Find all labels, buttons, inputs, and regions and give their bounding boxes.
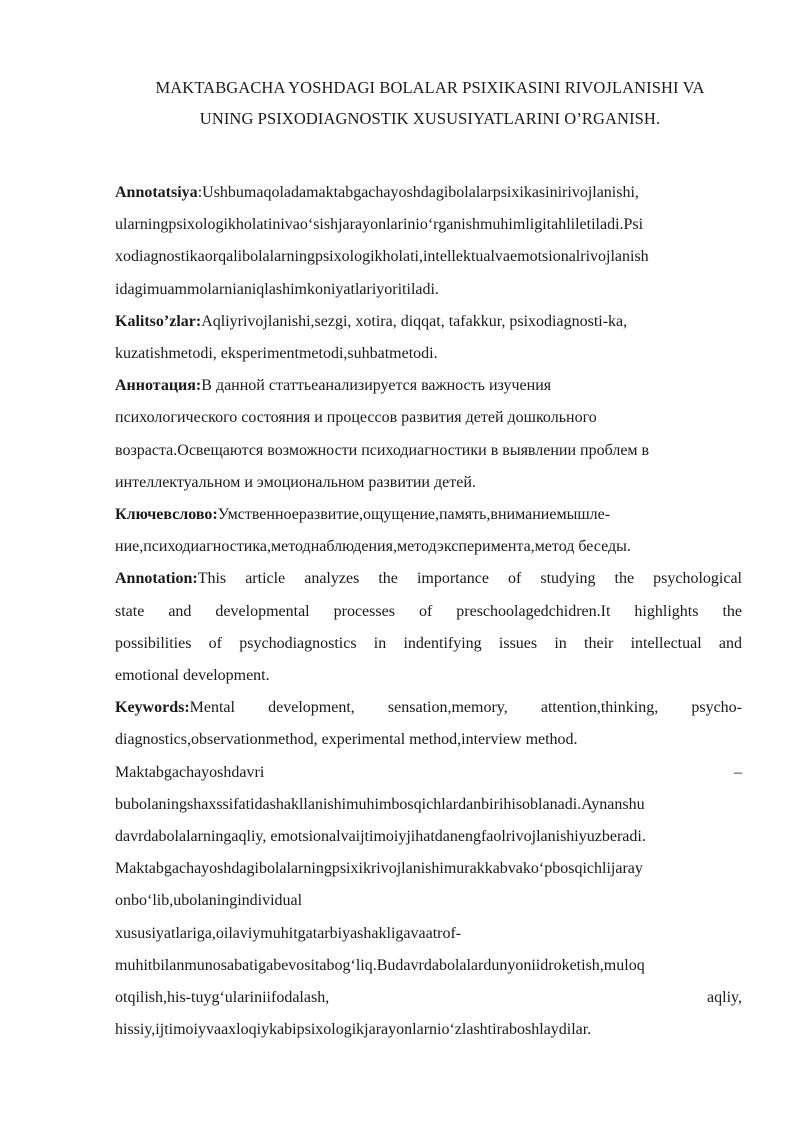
title-line-2: UNING PSIXODIAGNOSTIK XUSUSIYATLARINI O’RGANISH. xyxy=(199,109,661,128)
body-line: davrdabolalarningaqliy, emotsionalvaijtimoiyjihatdanengfaolrivojlanishiyuzberadi. xyxy=(115,828,646,846)
abstract-uz-line: ularningpsixologikholatinivao‘sishjarayonlarinio‘rganishmuhimligitahliletiladi.Psi xyxy=(115,216,644,234)
abstract-en-line: emotional development. xyxy=(115,667,270,685)
keywords-en xyxy=(115,692,742,756)
abstract-en xyxy=(115,563,742,692)
abstract-uz-line: Annotatsiya:Ushbumaqoladamaktabgachayoshdagibolalarpsixikasinirivojlanishi, xyxy=(115,184,639,201)
abstract-ru-line: интеллектуальном и эмоциональном развитии детей. xyxy=(115,473,476,491)
abstract-uz-label: Annotatsiya xyxy=(115,184,198,201)
abstract-uz xyxy=(115,177,742,306)
keywords-en-line: diagnostics,observationmethod, experimental method,interview method. xyxy=(115,731,578,749)
body-line: otqilish,his-tuyg‘ulariniifodalash, aqliy, xyxy=(115,989,742,1007)
abstract-uz-line: xodiagnostikaorqalibolalarningpsixologikholati,intellektualvaemotsionalrivojlanish xyxy=(115,248,649,266)
abstract-ru xyxy=(115,370,742,499)
keywords-uz-line: Kalitso’zlar:Aqliyrivojlanishi,sezgi, xotira, diqqat, tafakkur, psixodiagnosti-ka, xyxy=(115,312,628,330)
body-line: Maktabgachayoshdagibolalarningpsixikrivojlanishimurakkabvako‘pbosqichlijaray xyxy=(115,860,643,878)
keywords-en-label: Keywords: xyxy=(115,699,190,717)
body-line: muhitbilanmunosabatigabevositabog‘liq.Budavrdabolalardunyoniidroketish,muloq xyxy=(115,956,645,974)
abstract-ru-line: возраста.Освещаются возможности психодиагностики в выявлении проблем в xyxy=(115,441,650,459)
abstract-en-line: state and developmental processes of preschoolagedchidren.It highlights the xyxy=(115,602,742,620)
body-paragraph xyxy=(115,757,742,1047)
keywords-ru xyxy=(115,499,742,563)
keywords-en-line: Keywords:Mental development, sensation,memory, attention,thinking, psycho- xyxy=(115,699,742,717)
body-line: xususiyatlariga,oilaviymuhitgatarbiyashakligavaatrof- xyxy=(115,924,462,942)
body-line: Maktabgachayoshdavri – xyxy=(115,763,742,781)
abstract-ru-line: Аннотация:В данной статтьеанализируется важность изучения xyxy=(115,377,552,395)
abstract-en-line: possibilities of psychodiagnostics in indentifying issues in their intellectual and xyxy=(115,634,742,652)
abstract-ru-line: психологического состояния и процессов развития детей дошкольного xyxy=(115,409,597,427)
abstract-uz-line: idagimuammolarnianiqlashimkoniyatlariyoritiladi. xyxy=(115,280,439,298)
abstract-en-line: Annotation:This article analyzes the importance of studying the psychological xyxy=(115,570,742,588)
keywords-ru-label: Ключевслово: xyxy=(115,506,218,524)
keywords-uz-line: kuzatishmetodi, eksperimentmetodi,suhbatmetodi. xyxy=(115,345,438,363)
keywords-uz xyxy=(115,306,742,370)
abstract-en-label: Annotation: xyxy=(115,570,198,588)
abstract-ru-label: Аннотация: xyxy=(115,377,202,395)
title-line-1: MAKTABGACHA YOSHDAGI BOLALAR PSIXIKASINI RIVOJLANISHI VA xyxy=(155,78,705,97)
body-line: hissiy,ijtimoiyvaaxloqiykabipsixologikjarayonlarnio‘zlashtiraboshlaydilar. xyxy=(115,1021,592,1039)
keywords-uz-label: Kalitso’zlar: xyxy=(115,312,202,330)
paper-title xyxy=(100,72,760,134)
body-line: onbo‘lib,ubolaningindividual xyxy=(115,892,303,910)
body-line: bubolaningshaxssifatidashakllanishimuhimbosqichlardanbirihisoblanadi.Aynanshu xyxy=(115,795,645,813)
paper-body xyxy=(115,177,742,1046)
keywords-ru-line: ние,психодиагностика,методнаблюдения,методэксперимента,метод беседы. xyxy=(115,538,631,556)
keywords-ru-line: Ключевслово:Умственноеразвитие,ощущение,память,вниманиемышле- xyxy=(115,506,611,524)
